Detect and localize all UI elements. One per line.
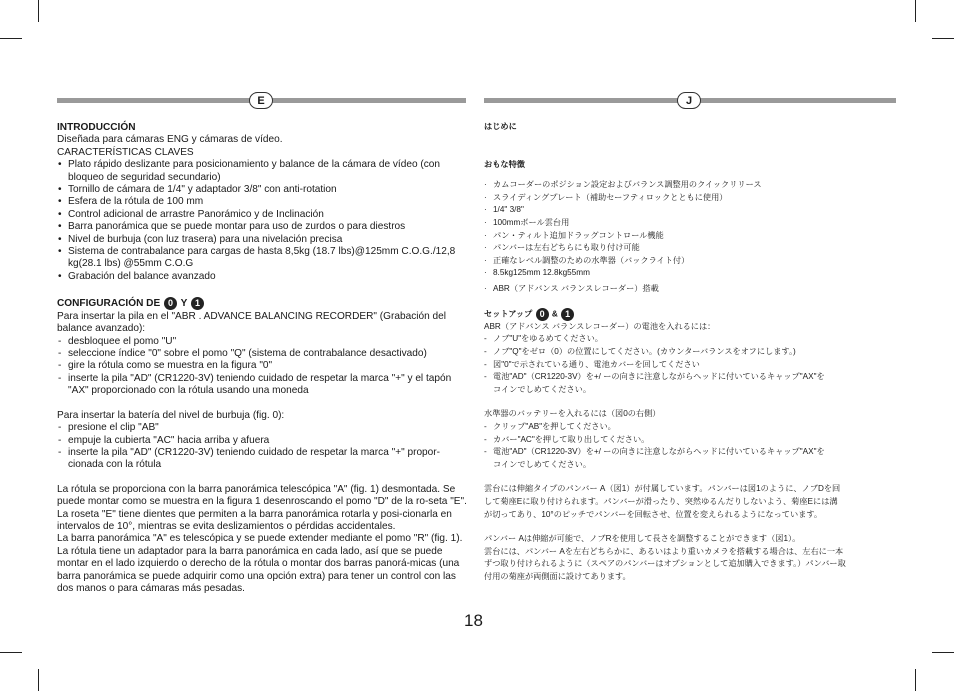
figure-1-badge: 1 <box>561 308 574 321</box>
body-line: が切ってあり、10°のピッチでパンバーを回転させ、位置を変えられるようになっています。 <box>484 509 823 519</box>
feature-item: • Barra panorámica que se puede montar para uso de zurdos o para diestros <box>57 221 467 233</box>
crop-mark <box>0 652 22 653</box>
feature-item: · 1/4" 3/8" <box>484 204 896 217</box>
setup-title: セットアップ <box>484 309 533 319</box>
crop-mark <box>915 669 916 691</box>
intro-title: INTRODUCCIÓN <box>57 122 136 133</box>
battery-step: - 電池"AD"（CR1220-3V）を+/ ーの向きに注意しながらヘッドに付いているキャップ"AX"を <box>484 371 896 384</box>
setup-amp: & <box>551 309 558 319</box>
feature-item: · スライディングプレート（補助セーフティロックとともに使用） <box>484 192 896 205</box>
body-paragraph: La rótula se proporciona con la barra panorámica telescópica "A" (fig. 1) desmontada. Se puede montar como se muestra en la figura 1 desenroscando el pomo "D" de la ro-seta "E". La roseta "E" tiene dientes que permiten a la barra panorámica rotarla y posi-cionarla en intervalos de 10°, mientras se evita deslizamientos o pérdidas accidentales. <box>57 483 467 532</box>
setup-heading <box>484 308 896 321</box>
figure-0-badge: 0 <box>536 308 549 321</box>
intro-title: はじめに <box>484 122 517 131</box>
battery-step-cont: コインでしめてください。 <box>493 384 592 394</box>
battery-step: - desbloquee el pomo "U" <box>57 336 467 348</box>
battery-step: - inserte la pila "AD" (CR1220-3V) teniendo cuidado de respetar la marca "+" y el tapón "AX" proporcionado con la rótula usando una moneda <box>57 373 467 398</box>
intro-line: Diseñada para cámaras ENG y cámaras de vídeo. <box>57 134 283 146</box>
bubble-step: - 電池"AD"（CR1220-3V）を+/ ーの向きに注意しながらヘッドに付いているキャップ"AX"を <box>484 446 896 459</box>
battery-step: - ノブ"Q"をゼロ（0）の位置にしてください。(カウンターバランスをオフにします。) <box>484 346 896 359</box>
config-y: Y <box>180 298 188 310</box>
battery-step: - ノブ"U"をゆるめてください。 <box>484 333 896 346</box>
body-paragraph: La barra panorámica "A" es telescópica y se puede extender mediante el pomo "R" (fig. 1). La rótula tiene un adaptador para la barra panorámica en cada lado, así que se puede montar en el lado izquierdo o derecho de la rótula o montar dos barras panorá-micas (una barra panorámica se puede adquirir como una opción extra) para tener un control con las dos manos o para cámaras más pesadas. <box>57 533 463 594</box>
crop-mark <box>38 669 39 691</box>
feature-item: • Plato rápido deslizante para posicionamiento y balance de la cámara de vídeo (con bloqueo de seguridad secundario) <box>57 159 467 184</box>
body-line: ずつ取り付けられるように（スペアのパンバーはオプションとして追加購入できます。）パンバー取 <box>484 559 846 569</box>
bubble-step: - inserte la pila "AD" (CR1220-3V) teniendo cuidado de respetar la marca "+" propor-cionada con la rótula <box>57 447 467 472</box>
battery-step: - 図"0"で示されている通り、電池カバーを回してください <box>484 359 896 372</box>
feature-item: · 正確なレベル調整のための水準器（バックライト付） <box>484 255 896 268</box>
body-line: 雲台には、パンバー Aを左右どちらかに、あるいはより重いカメラを搭載する場合は、左右に一本 <box>484 546 844 556</box>
body-line: 付用の菊座が両側面に設けてあります。 <box>484 571 631 581</box>
figure-0-badge: 0 <box>164 297 177 310</box>
bubble-intro: 水準器のバッテリーを入れるには（図0の右側） <box>484 409 661 419</box>
feature-item: • Nivel de burbuja (con luz trasera) para una nivelación precisa <box>57 234 467 246</box>
bubble-step: - カバー"AC"を押して取り出してください。 <box>484 434 896 447</box>
feature-item: · パンバーは左右どちらにも取り付け可能 <box>484 242 896 255</box>
bubble-step: - クリップ"AB"を押してください。 <box>484 421 896 434</box>
battery-intro: Para insertar la pila en el "ABR . ADVANCE BALANCING RECORDER" (Grabación del balance avanzado): <box>57 310 446 335</box>
config-heading <box>57 297 467 311</box>
feature-item: • Grabación del balance avanzado <box>57 271 467 283</box>
body-line: パンバー Aは伸縮が可能で、ノブRを使用して長さを調整することができます（図1）。 <box>484 534 801 544</box>
body-line: して菊座Eに取り付けられます。パンバーが滑ったり、突然ゆるんだりしないよう、菊座Eには溝 <box>484 496 838 506</box>
feature-item: · パン・ティルト追加ドラッグコントロール機能 <box>484 230 896 243</box>
language-badge-j: J <box>677 92 701 109</box>
language-badge-e: E <box>249 92 273 109</box>
bubble-intro: Para insertar la batería del nivel de burbuja (fig. 0): <box>57 409 285 421</box>
feature-item: · 100mmボール雲台用 <box>484 217 896 230</box>
feature-item: • Tornillo de cámara de 1/4" y adaptador 3/8" con anti-rotation <box>57 184 467 196</box>
feature-item: • Esfera de la rótula de 100 mm <box>57 196 467 208</box>
feature-item: · ABR（アドバンス バランスレコーダー）搭載 <box>484 283 896 296</box>
features-title: おもな特徴 <box>484 159 525 169</box>
feature-item: · カムコーダーのポジション設定およびバランス調整用のクイックリリース <box>484 179 896 192</box>
battery-intro: ABR（アドバンス バランスレコーダー）の電池を入れるには： <box>484 321 716 331</box>
feature-item: • Control adicional de arrastre Panorámico y de Inclinación <box>57 209 467 221</box>
crop-mark <box>915 0 916 22</box>
feature-item: · 8.5kg125mm 12.8kg55mm <box>484 267 896 280</box>
bubble-step: - empuje la cubierta "AC" hacia arriba y afuera <box>57 435 467 447</box>
japanese-column <box>484 121 896 583</box>
battery-step: - seleccione índice "0" sobre el pomo "Q" (sistema de contrabalance desactivado) <box>57 348 467 360</box>
body-line: 雲台には伸縮タイプのパンバー A（図1）が付属しています。パンバーは図1のように、ノブDを回 <box>484 484 841 494</box>
crop-mark <box>0 38 22 39</box>
battery-step: - gire la rótula como se muestra en la figura "0" <box>57 360 467 372</box>
intro-line: CARACTERÍSTICAS CLAVES <box>57 146 194 158</box>
figure-1-badge: 1 <box>191 297 204 310</box>
config-title: CONFIGURACIÓN DE <box>57 298 161 310</box>
bubble-step-cont: コインでしめてください。 <box>493 459 592 469</box>
feature-item: • Sistema de contrabalance para cargas de hasta 8,5kg (18.7 lbs)@125mm C.O.G./12,8 kg(28.1 lbs) @55mm C.O.G <box>57 246 467 271</box>
crop-mark <box>932 652 954 653</box>
spanish-column <box>57 122 467 595</box>
page-number: 18 <box>464 611 483 630</box>
crop-mark <box>38 0 39 22</box>
bubble-step: - presione el clip "AB" <box>57 422 467 434</box>
crop-mark <box>932 38 954 39</box>
